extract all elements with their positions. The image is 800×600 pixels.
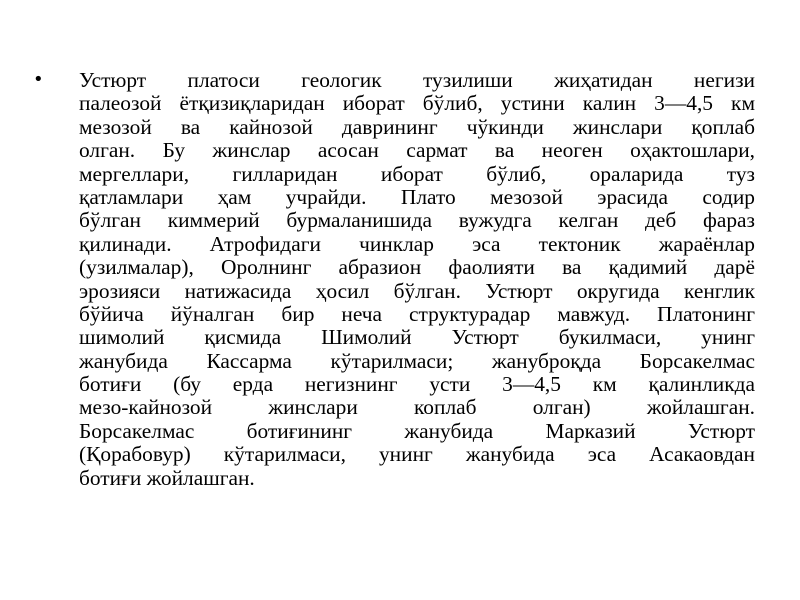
paragraph-line: мезо-кайнозой жинслари коплаб олган) жойлашган. — [79, 396, 755, 420]
paragraph-line: бўлган киммерий бурмаланишида вужудга келган деб фараз — [79, 209, 755, 233]
paragraph-line: қилинади. Атрофидаги чинклар эса тектоник жараёнлар — [79, 232, 755, 256]
bullet-point: • — [33, 69, 44, 90]
paragraph-line: шимолий қисмида Шимолий Устюрт букилмаси, унинг — [79, 326, 755, 350]
paragraph-line: жанубида Кассарма кўтарилмаси; жануброқда Борсакелмас — [79, 349, 755, 373]
paragraph-line: эрозияси натижасида ҳосил бўлган. Устюрт округида кенглик — [79, 279, 755, 303]
paragraph-line: мергеллари, гилларидан иборат бўлиб, ораларида туз — [79, 162, 755, 186]
paragraph-line: (Қорабовур) кўтарилмаси, унинг жанубида эса Асакаовдан — [79, 443, 755, 467]
paragraph-line: (узилмалар), Оролнинг абразион фаолияти ва қадимий дарё — [79, 256, 755, 280]
paragraph-line: мезозой ва кайнозой даврининг чўкинди жинслари қоплаб — [79, 115, 755, 139]
paragraph-line: ботиғи жойлашган. — [79, 466, 255, 490]
paragraph-line: ботиғи (бу ерда негизнинг усти 3—4,5 км қалинликда — [79, 373, 755, 397]
paragraph-line: Борсакелмас ботиғининг жанубида Марказий Устюрт — [79, 419, 755, 443]
paragraph — [79, 69, 755, 490]
paragraph-line: қатламлари ҳам учрайди. Плато мезозой эрасида содир — [79, 185, 755, 209]
paragraph-line: Устюрт платоси геологик тузилиши жиҳатидан негизи — [79, 69, 755, 92]
paragraph-line: палеозой ётқизиқларидан иборат бўлиб, устини калин 3—4,5 км — [79, 92, 755, 116]
paragraph-line: бўйича йўналган бир неча структурадар мавжуд. Платонинг — [79, 302, 755, 326]
paragraph-line: олган. Бу жинслар асосан сармат ва неоген оҳактошлари, — [79, 139, 755, 163]
